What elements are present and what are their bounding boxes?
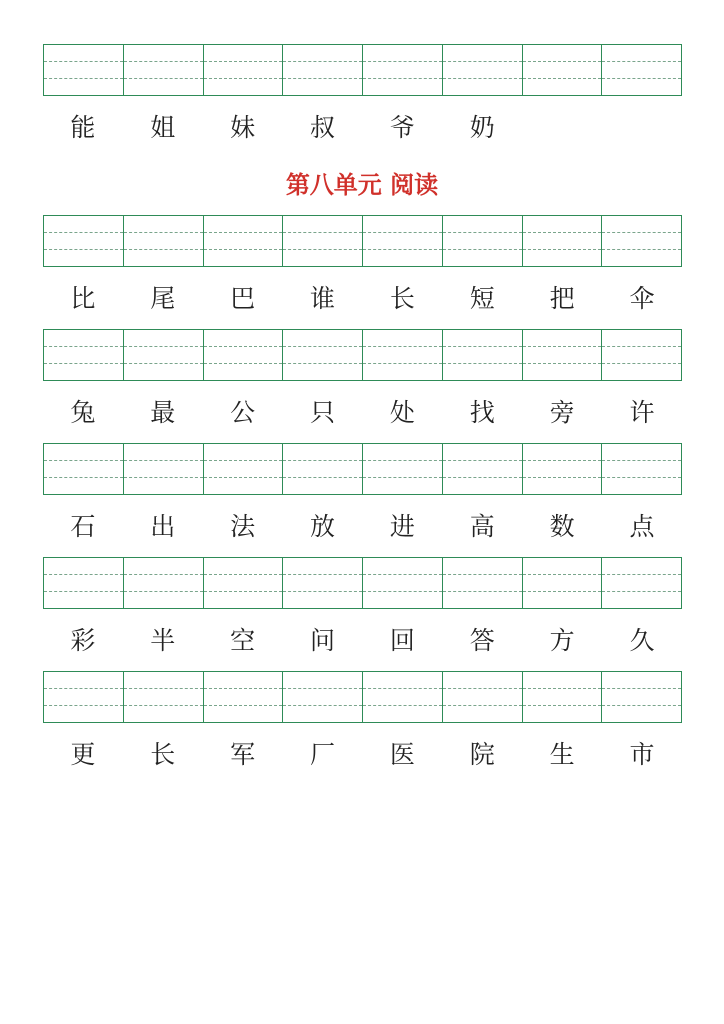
character: 医 <box>389 740 415 769</box>
pinyin-cell <box>442 216 522 266</box>
character: 公 <box>230 398 256 427</box>
character-row <box>43 283 682 315</box>
character: 市 <box>629 740 655 769</box>
character: 回 <box>389 626 415 655</box>
character: 爷 <box>389 113 415 142</box>
character: 长 <box>150 740 176 769</box>
character: 比 <box>70 284 96 313</box>
character: 问 <box>310 626 336 655</box>
character: 能 <box>70 113 96 142</box>
character: 石 <box>70 512 96 541</box>
pinyin-grid <box>43 557 682 609</box>
pinyin-cell <box>362 558 442 608</box>
pinyin-cell <box>362 330 442 380</box>
character: 答 <box>469 626 495 655</box>
character: 旁 <box>549 398 575 427</box>
pinyin-cell <box>522 216 602 266</box>
character: 彩 <box>70 626 96 655</box>
character: 厂 <box>310 740 336 769</box>
pinyin-cell <box>44 558 123 608</box>
character: 半 <box>150 626 176 655</box>
character: 兔 <box>70 398 96 427</box>
pinyin-cell <box>203 672 283 722</box>
character: 找 <box>469 398 495 427</box>
pinyin-cell <box>362 216 442 266</box>
pinyin-cell <box>522 45 602 95</box>
character: 只 <box>310 398 336 427</box>
character-row <box>43 511 682 543</box>
character: 姐 <box>150 113 176 142</box>
pinyin-cell <box>203 216 283 266</box>
character: 短 <box>469 284 495 313</box>
pinyin-cell <box>522 444 602 494</box>
pinyin-cell <box>203 45 283 95</box>
pinyin-cell <box>442 330 522 380</box>
pinyin-cell <box>442 45 522 95</box>
pinyin-cell <box>442 672 522 722</box>
pinyin-cell <box>442 444 522 494</box>
character: 久 <box>629 626 655 655</box>
pinyin-grid <box>43 329 682 381</box>
pinyin-cell <box>282 45 362 95</box>
character: 军 <box>230 740 256 769</box>
character: 谁 <box>310 284 336 313</box>
pinyin-cell <box>601 672 681 722</box>
pinyin-cell <box>44 444 123 494</box>
character-row <box>43 739 682 771</box>
pinyin-cell <box>123 672 203 722</box>
pinyin-cell <box>522 558 602 608</box>
character: 长 <box>389 284 415 313</box>
pinyin-cell <box>282 330 362 380</box>
character: 出 <box>150 512 176 541</box>
character: 更 <box>70 740 96 769</box>
pinyin-cell <box>442 558 522 608</box>
pinyin-grid <box>43 443 682 495</box>
character: 把 <box>549 284 575 313</box>
pinyin-cell <box>601 330 681 380</box>
pinyin-cell <box>44 672 123 722</box>
character: 最 <box>150 398 176 427</box>
pinyin-cell <box>123 558 203 608</box>
pinyin-cell <box>362 672 442 722</box>
pinyin-cell <box>44 216 123 266</box>
character: 伞 <box>629 284 655 313</box>
character: 法 <box>230 512 256 541</box>
pinyin-cell <box>601 216 681 266</box>
character: 妹 <box>230 113 256 142</box>
character <box>602 112 682 144</box>
pinyin-cell <box>282 216 362 266</box>
character: 点 <box>629 512 655 541</box>
character: 方 <box>549 626 575 655</box>
pinyin-cell <box>44 330 123 380</box>
character-row <box>43 112 682 144</box>
character: 处 <box>389 398 415 427</box>
pinyin-cell <box>282 672 362 722</box>
character: 奶 <box>469 113 495 142</box>
character: 许 <box>629 398 655 427</box>
character: 空 <box>230 626 256 655</box>
pinyin-cell <box>601 45 681 95</box>
character: 生 <box>549 740 575 769</box>
pinyin-cell <box>362 444 442 494</box>
character-row <box>43 397 682 429</box>
pinyin-cell <box>123 45 203 95</box>
unit-title: 第八单元 阅读 <box>285 170 439 199</box>
pinyin-cell <box>601 558 681 608</box>
character: 进 <box>389 512 415 541</box>
character: 叔 <box>310 113 336 142</box>
pinyin-cell <box>362 45 442 95</box>
pinyin-cell <box>123 330 203 380</box>
pinyin-grid <box>43 671 682 723</box>
character: 高 <box>469 512 495 541</box>
pinyin-cell <box>44 45 123 95</box>
pinyin-cell <box>203 444 283 494</box>
character: 巴 <box>230 284 256 313</box>
pinyin-cell <box>123 444 203 494</box>
character: 院 <box>469 740 495 769</box>
pinyin-cell <box>203 558 283 608</box>
pinyin-cell <box>601 444 681 494</box>
pinyin-grid <box>43 44 682 96</box>
character <box>522 112 602 144</box>
pinyin-cell <box>282 444 362 494</box>
character: 放 <box>310 512 336 541</box>
character-row <box>43 625 682 657</box>
character: 数 <box>549 512 575 541</box>
pinyin-cell <box>203 330 283 380</box>
pinyin-cell <box>282 558 362 608</box>
pinyin-cell <box>522 672 602 722</box>
pinyin-cell <box>522 330 602 380</box>
pinyin-grid <box>43 215 682 267</box>
pinyin-cell <box>123 216 203 266</box>
character: 尾 <box>150 284 176 313</box>
